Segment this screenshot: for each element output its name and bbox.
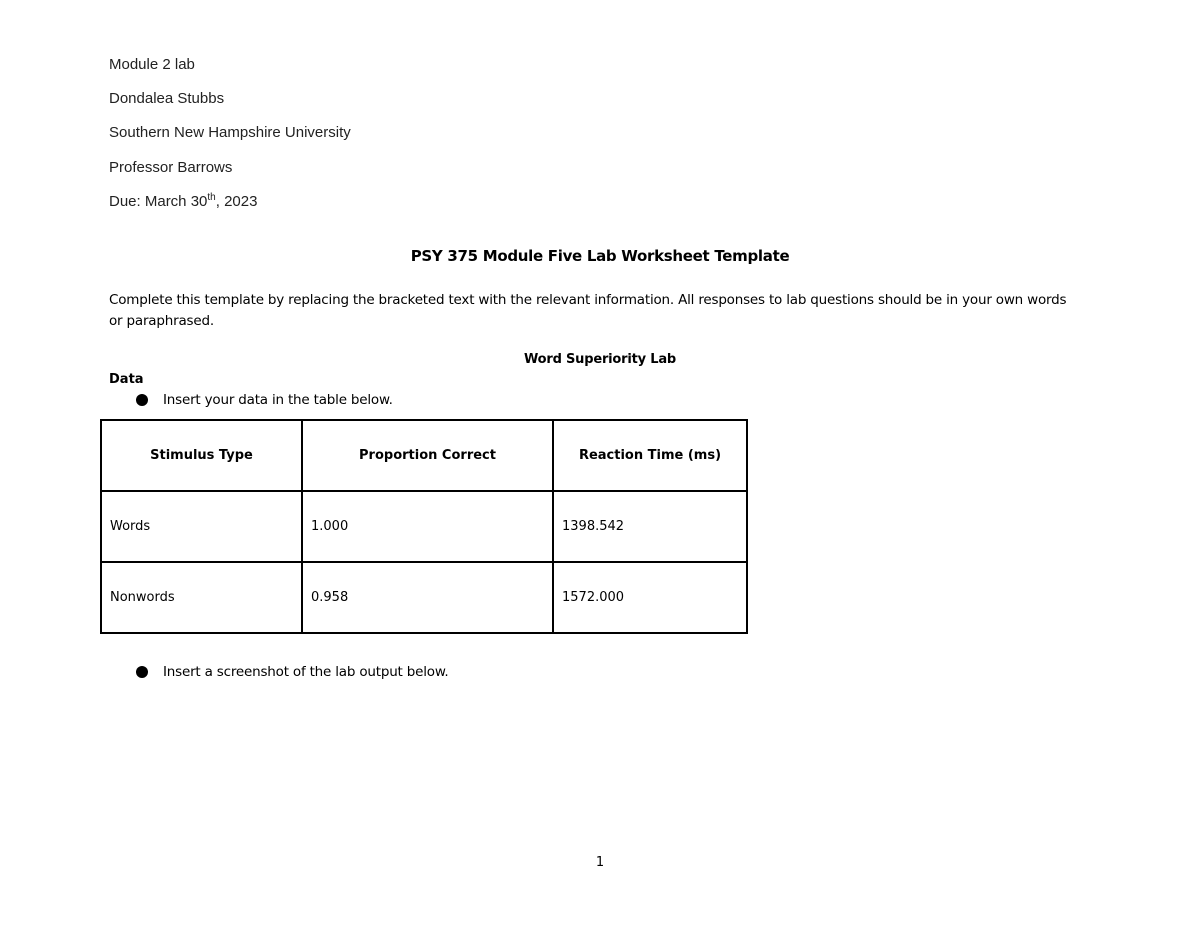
bullet-text: Insert a screenshot of the lab output below.: [163, 664, 449, 680]
doc-module-line: Module 2 lab: [109, 56, 195, 73]
bullet-icon: [136, 666, 148, 678]
worksheet-title: PSY 375 Module Five Lab Worksheet Template: [410, 247, 790, 265]
lab-title: Word Superiority Lab: [523, 352, 677, 367]
table-row: [101, 491, 747, 562]
table-row: [101, 562, 747, 633]
bullet-icon: [136, 394, 148, 406]
table-cell: 0.958: [302, 562, 553, 633]
table-cell: Nonwords: [101, 562, 302, 633]
doc-author-line: Dondalea Stubbs: [109, 90, 225, 107]
table-cell: 1572.000: [553, 562, 747, 633]
table-cell: 1.000: [302, 491, 553, 562]
due-date-prefix: Due: March 30: [109, 193, 208, 210]
doc-university-line: Southern New Hampshire University: [109, 124, 351, 141]
due-date-suffix: , 2023: [215, 193, 258, 210]
table-header-cell: Proportion Correct: [302, 420, 553, 491]
doc-professor-line: Professor Barrows: [109, 159, 233, 176]
instructions-paragraph: Complete this template by replacing the bracketed text with the relevant information. All responses to lab questions should be in your own words or paraphrased.: [109, 292, 1067, 329]
table-header-cell: Stimulus Type: [101, 420, 302, 491]
table-cell: 1398.542: [553, 491, 747, 562]
page-number: 1: [595, 855, 605, 870]
table-header-cell: Reaction Time (ms): [553, 420, 747, 491]
doc-due-date-line: [109, 193, 257, 210]
table-cell: Words: [101, 491, 302, 562]
table-header-row: [101, 420, 747, 491]
bullet-text: Insert your data in the table below.: [163, 392, 393, 408]
due-date-ordinal: th: [207, 192, 216, 203]
bullet-item: [136, 392, 393, 408]
bullet-item: [136, 664, 449, 680]
data-section-label: Data: [109, 372, 144, 387]
data-table: [100, 419, 748, 634]
